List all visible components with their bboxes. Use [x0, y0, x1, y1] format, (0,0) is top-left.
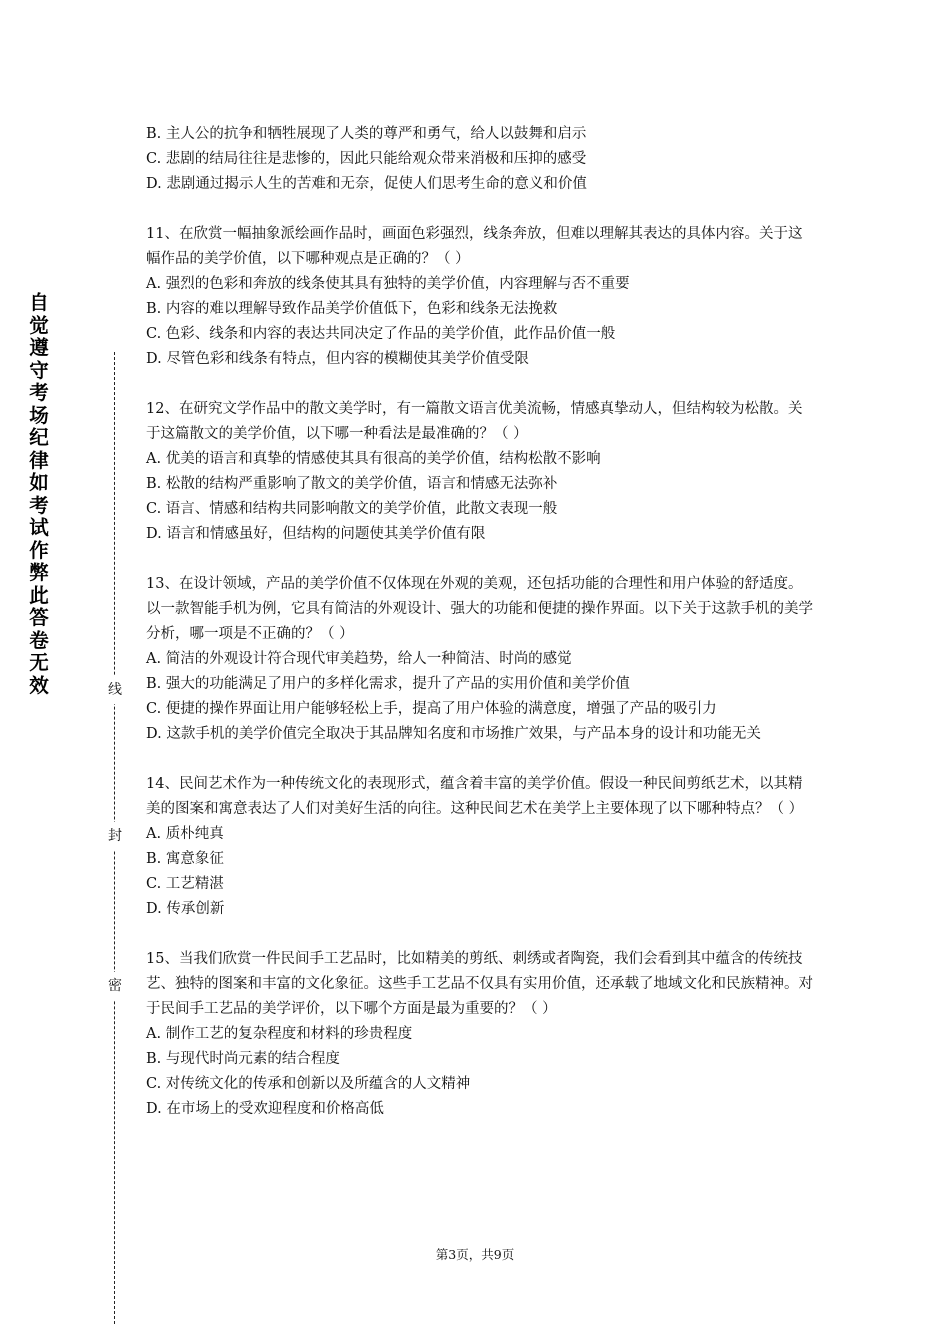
option-b: B. 松散的结构严重影响了散文的美学价值，语言和情感无法弥补	[146, 476, 558, 492]
option-b: B. 主人公的抗争和牺牲展现了人类的尊严和勇气，给人以鼓舞和启示	[146, 126, 587, 142]
option-b: B. 寓意象征	[146, 851, 224, 867]
question-stem: 12、在研究文学作品中的散文美学时，有一篇散文语言优美流畅，情感真挚动人，但结构较为松散。关于这篇散文的美学价值，以下哪一种看法是最准确的？（ ）	[146, 401, 803, 442]
option-a: A. 简洁的外观设计符合现代审美趋势，给人一种简洁、时尚的感觉	[146, 651, 572, 667]
question-stem: 14、民间艺术作为一种传统文化的表现形式，蕴含着丰富的美学价值。假设一种民间剪纸艺术，以其精美的图案和寓意表达了人们对美好生活的向往。这种民间艺术在美学上主要体现了以下哪种特点？（ ）	[146, 776, 804, 817]
option-d: D. 传承创新	[146, 901, 225, 917]
option-list	[146, 1022, 816, 1122]
question-content	[146, 122, 816, 1122]
question-stem: 11、在欣赏一幅抽象派绘画作品时，画面色彩强烈，线条奔放，但难以理解其表达的具体内容。关于这幅作品的美学价值，以下哪种观点是正确的？（ ）	[146, 226, 803, 267]
question-13	[146, 572, 816, 747]
option-list	[146, 647, 816, 747]
option-d: D. 语言和情感虽好，但结构的问题使其美学价值有限	[146, 526, 486, 542]
binding-mark-line: 线	[104, 676, 126, 704]
option-c: C. 色彩、线条和内容的表达共同决定了作品的美学价值，此作品价值一般	[146, 326, 616, 342]
continued-options	[146, 122, 816, 197]
option-c: C. 便捷的操作界面让用户能够轻松上手，提高了用户体验的满意度，增强了产品的吸引力	[146, 701, 717, 717]
question-stem: 13、在设计领域，产品的美学价值不仅体现在外观的美观，还包括功能的合理性和用户体验的舒适度。以一款智能手机为例，它具有简洁的外观设计、强大的功能和便捷的操作界面。以下关于这款手机的美学分析，哪一项是不正确的？（ ）	[146, 576, 813, 642]
question-12	[146, 397, 816, 547]
option-a: A. 质朴纯真	[146, 826, 224, 842]
question-15	[146, 947, 816, 1122]
binding-mark-secret: 密	[104, 972, 126, 1000]
question-stem: 15、当我们欣赏一件民间手工艺品时，比如精美的剪纸、刺绣或者陶瓷，我们会看到其中蕴含的传统技艺、独特的图案和丰富的文化象征。这些手工艺品不仅具有实用价值，还承载了地域文化和民族精神。对于民间手工艺品的美学评价，以下哪个方面是最为重要的？（ ）	[146, 951, 813, 1017]
option-b: B. 与现代时尚元素的结合程度	[146, 1051, 340, 1067]
option-d: D. 这款手机的美学价值完全取决于其品牌知名度和市场推广效果，与产品本身的设计和功能无关	[146, 726, 761, 742]
option-b: B. 强大的功能满足了用户的多样化需求，提升了产品的实用价值和美学价值	[146, 676, 630, 692]
option-c: C. 对传统文化的传承和创新以及所蕴含的人文精神	[146, 1076, 471, 1092]
option-list	[146, 447, 816, 547]
question-11	[146, 222, 816, 372]
option-d: D. 尽管色彩和线条有特点，但内容的模糊使其美学价值受限	[146, 351, 529, 367]
option-c: C. 语言、情感和结构共同影响散文的美学价值，此散文表现一般	[146, 501, 558, 517]
option-a: A. 优美的语言和真挚的情感使其具有很高的美学价值，结构松散不影响	[146, 451, 601, 467]
option-list	[146, 272, 816, 372]
page-number: 第3页，共9页	[435, 1247, 515, 1262]
option-c: C. 工艺精湛	[146, 876, 224, 892]
option-a: A. 制作工艺的复杂程度和材料的珍贵程度	[146, 1026, 413, 1042]
option-b: B. 内容的难以理解导致作品美学价值低下，色彩和线条无法挽救	[146, 301, 558, 317]
option-c: C. 悲剧的结局往往是悲惨的，因此只能给观众带来消极和压抑的感受	[146, 151, 587, 167]
option-list	[146, 822, 816, 922]
binding-mark-seal: 封	[104, 822, 126, 850]
option-d: D. 在市场上的受欢迎程度和价格高低	[146, 1101, 384, 1117]
question-14	[146, 772, 816, 922]
option-d: D. 悲剧通过揭示人生的苦难和无奈，促使人们思考生命的意义和价值	[146, 176, 587, 192]
exam-discipline-notice: 自觉遵守考场纪律如考试作弊此答卷无效	[29, 291, 49, 697]
option-a: A. 强烈的色彩和奔放的线条使其具有独特的美学价值，内容理解与否不重要	[146, 276, 630, 292]
